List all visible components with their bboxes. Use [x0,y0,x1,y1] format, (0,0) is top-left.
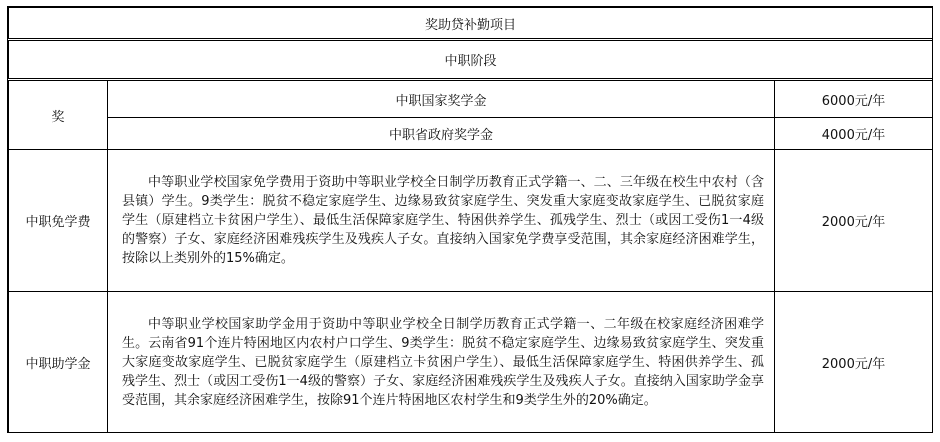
item-description: 中等职业学校国家助学金用于资助中等职业学校全日制学历教育正式学籍一、二年级在校家庭经济困难学生。云南省91个连片特困地区内农村户口学生、9类学生：脱贫不稳定家庭学生、边缘易致贫家庭学生、突发重大家庭变故家庭学生、已脱贫家庭学生（原建档立卡贫困户学生）、最低生活保障家庭学生、特困供养学生、孤残学生、烈士（或因工受伤1一4级的警察）子女、家庭经济困难残疾学生及残疾人子女。直接纳入国家助学金享受范围，其余家庭经济困难学生，按除91个连片特困地区农村学生和9类学生外的20%确定。 [108,292,775,433]
item-amount: 2000元/年 [775,150,933,292]
stage-heading: 中职阶段 [9,40,933,80]
item-name: 中职省政府奖学金 [108,118,775,150]
table-row [9,150,933,292]
subsidy-table-frame [7,6,933,433]
table-row [9,292,933,433]
item-description: 中等职业学校国家免学费用于资助中等职业学校全日制学历教育正式学籍一、二、三年级在校生中农村（含县镇）学生。9类学生：脱贫不稳定家庭学生、边缘易致贫家庭学生、突发重大家庭变故家庭学生、已脱贫家庭学生（原建档立卡贫困户学生）、最低生活保障家庭学生、特困供养学生、孤残学生、烈士（或因工受伤1一4级的警察）子女、家庭经济困难残疾学生及残疾人子女。直接纳入国家免学费享受范围，其余家庭经济困难学生，按除以上类别外的15%确定。 [108,150,775,292]
table-title: 奖助贷补勤项目 [9,8,933,40]
category-label: 中职助学金 [9,292,108,433]
table-row [9,118,933,150]
stage-row [9,40,933,80]
item-name: 中职国家奖学金 [108,80,775,118]
subsidy-table [8,7,933,433]
table-row [9,80,933,118]
item-amount: 6000元/年 [775,80,933,118]
table-title-row [9,8,933,40]
category-label: 奖 [9,80,108,150]
item-amount: 4000元/年 [775,118,933,150]
category-label: 中职免学费 [9,150,108,292]
item-amount: 2000元/年 [775,292,933,433]
